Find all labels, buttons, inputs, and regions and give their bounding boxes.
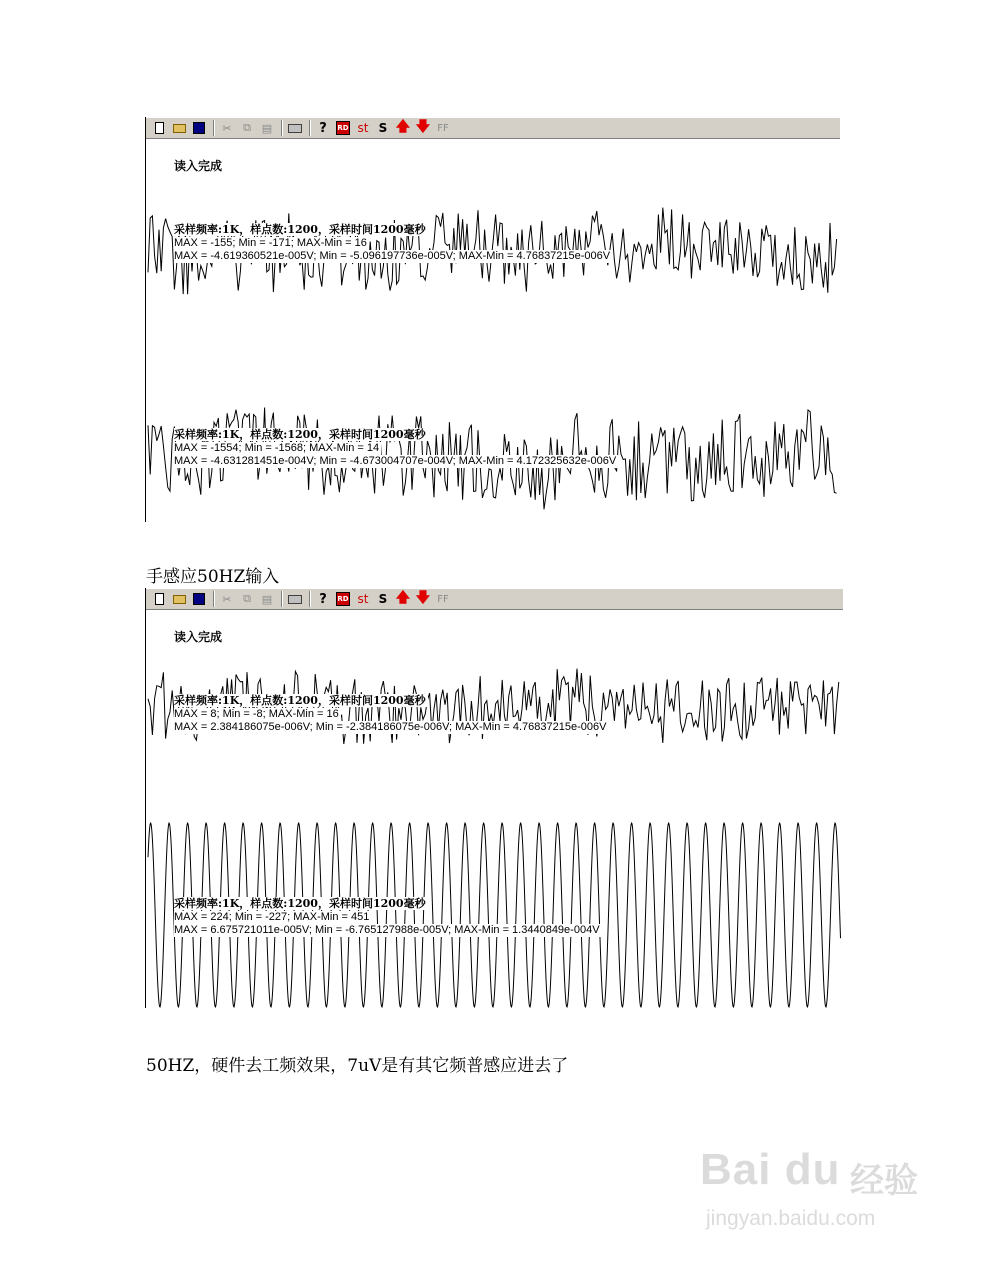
plot-area: [146, 139, 840, 522]
st-icon: st: [357, 592, 369, 606]
rd-button[interactable]: [334, 590, 352, 608]
help-icon: ?: [319, 120, 327, 136]
raw-stats: MAX = 224; Min = -227; MAX-Min = 451: [174, 911, 370, 923]
toolbar-separator: [213, 120, 215, 136]
cut-button[interactable]: [218, 119, 236, 137]
sampling-info: 采样频率:1K，样点数:1200，采样时间1200毫秒: [174, 897, 426, 910]
status-text: 读入完成: [174, 159, 223, 173]
print-icon: [288, 595, 302, 604]
down-arrow-icon: 🡇: [415, 590, 431, 606]
toolbar-separator: [281, 591, 283, 607]
cut-button[interactable]: [218, 590, 236, 608]
save-icon: [193, 593, 205, 605]
down-button[interactable]: [414, 590, 432, 608]
volt-stats: MAX = 2.384186075e-006V; Min = -2.384186075e-006V; MAX-Min = 4.76837215e-006V: [174, 721, 607, 733]
raw-stats: MAX = 8; Min = -8; MAX-Min = 16: [174, 708, 339, 720]
copy-button[interactable]: [238, 590, 256, 608]
baidu-logo: Bai du: [700, 1145, 841, 1194]
waveform-window-1: [145, 117, 840, 522]
st-button[interactable]: [354, 119, 372, 137]
up-button[interactable]: [394, 590, 412, 608]
ff-icon: FF: [437, 122, 449, 134]
st-button[interactable]: [354, 590, 372, 608]
s-button[interactable]: [374, 590, 392, 608]
toolbar-separator: [281, 120, 283, 136]
sampling-info: 采样频率:1K，样点数:1200，采样时间1200毫秒: [174, 694, 426, 707]
toolbar-separator: [309, 591, 311, 607]
new-file-icon: [155, 122, 164, 134]
s-icon: S: [378, 592, 388, 606]
paste-button[interactable]: [258, 590, 276, 608]
toolbar-separator: [213, 591, 215, 607]
rd-icon: RD: [336, 121, 350, 135]
watermark-url: jingyan.baidu.com: [706, 1207, 876, 1230]
open-folder-icon: [173, 124, 186, 133]
open-button[interactable]: [170, 590, 188, 608]
st-icon: st: [357, 121, 369, 135]
up-arrow-icon: 🡅: [395, 590, 411, 606]
print-icon: [288, 124, 302, 133]
ff-button[interactable]: [434, 590, 452, 608]
open-button[interactable]: [170, 119, 188, 137]
print-button[interactable]: [286, 590, 304, 608]
print-button[interactable]: [286, 119, 304, 137]
paste-icon: ▤: [261, 592, 273, 606]
channel-2-info: [174, 897, 602, 937]
volt-stats: MAX = -4.631281451e-004V; Min = -4.673004707e-004V; MAX-Min = 4.172325632e-006V: [174, 455, 617, 467]
help-button[interactable]: [314, 590, 332, 608]
new-file-button[interactable]: [150, 590, 168, 608]
paste-button[interactable]: [258, 119, 276, 137]
sampling-info: 采样频率:1K，样点数:1200，采样时间1200毫秒: [174, 428, 426, 441]
down-arrow-icon: 🡇: [415, 119, 431, 135]
jingyan-logo-text: 经验: [850, 1161, 918, 1201]
sampling-info: 采样频率:1K，样点数:1200，采样时间1200毫秒: [174, 223, 426, 236]
help-button[interactable]: [314, 119, 332, 137]
paste-icon: ▤: [261, 121, 273, 135]
ff-button[interactable]: [434, 119, 452, 137]
up-arrow-icon: 🡅: [395, 119, 411, 135]
waveform-svg: [146, 610, 843, 1008]
new-file-icon: [155, 593, 164, 605]
toolbar: [146, 588, 843, 610]
s-icon: S: [378, 121, 388, 135]
cut-icon: ✂: [222, 121, 232, 135]
channel-1-info: [174, 694, 608, 734]
save-icon: [193, 122, 205, 134]
save-button[interactable]: [190, 590, 208, 608]
save-button[interactable]: [190, 119, 208, 137]
toolbar: [146, 117, 840, 139]
plot-area: [146, 610, 843, 1008]
channel-2-info: [174, 428, 618, 468]
copy-button[interactable]: [238, 119, 256, 137]
volt-stats: MAX = -4.619360521e-005V; Min = -5.096197736e-005V; MAX-Min = 4.76837215e-006V: [174, 250, 611, 262]
down-button[interactable]: [414, 119, 432, 137]
raw-stats: MAX = -1554; Min = -1568; MAX-Min = 14: [174, 442, 380, 454]
baidu-jingyan-watermark: [700, 1135, 940, 1245]
open-folder-icon: [173, 595, 186, 604]
volt-stats: MAX = 6.675721011e-005V; Min = -6.765127988e-005V; MAX-Min = 1.3440849e-004V: [174, 924, 600, 936]
toolbar-separator: [309, 120, 311, 136]
copy-icon: ⧉: [243, 121, 251, 134]
rd-icon: RD: [336, 592, 350, 606]
rd-button[interactable]: [334, 119, 352, 137]
caption-hardware-filter: 50HZ，硬件去工频效果，7uV是有其它频普感应进去了: [146, 1056, 569, 1076]
help-icon: ?: [319, 591, 327, 607]
s-button[interactable]: [374, 119, 392, 137]
cut-icon: ✂: [222, 592, 232, 606]
caption-hand-induction: 手感应50HZ输入: [146, 567, 280, 587]
status-text: 读入完成: [174, 630, 223, 644]
channel-1-info: [174, 223, 612, 263]
up-button[interactable]: [394, 119, 412, 137]
copy-icon: ⧉: [243, 592, 251, 605]
waveform-window-2: [145, 588, 843, 1008]
new-file-button[interactable]: [150, 119, 168, 137]
raw-stats: MAX = -155; Min = -171; MAX-Min = 16: [174, 237, 367, 249]
ff-icon: FF: [437, 593, 449, 605]
